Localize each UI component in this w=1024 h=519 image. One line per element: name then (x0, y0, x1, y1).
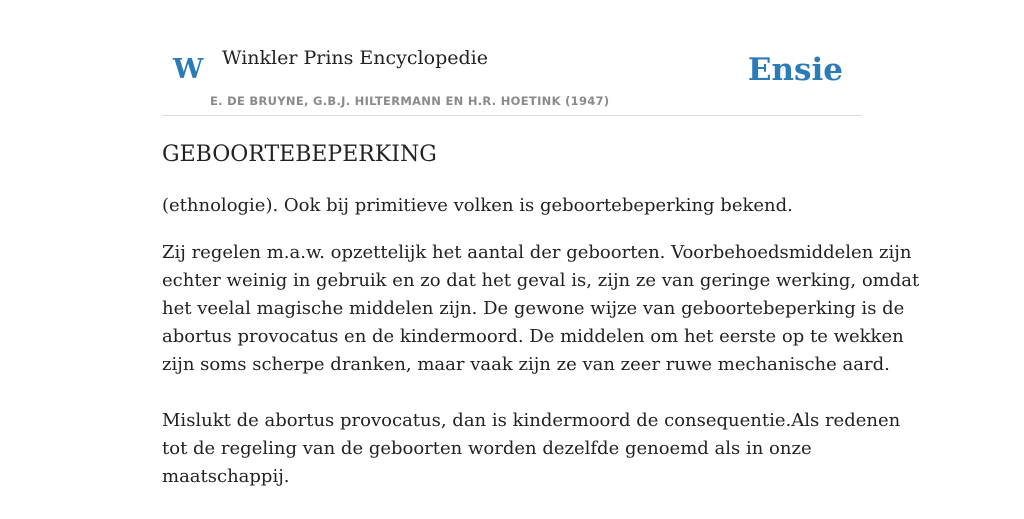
entry-title: GEBOORTEBEPERKING (162, 142, 437, 167)
source-logo-icon[interactable]: W (173, 54, 204, 85)
paragraph-line: maatschappij. (162, 466, 290, 487)
brand-logo[interactable]: Ensie (747, 52, 843, 88)
entry-lead: (ethnologie). Ook bij primitieve volken is geboortebeperking bekend. (162, 195, 793, 216)
paragraph-line: Zij regelen m.a.w. opzettelijk het aantal der geboorten. Voorbehoedsmiddelen zijn (162, 242, 912, 263)
entry-paragraph (162, 239, 920, 379)
paragraph-line: abortus provocatus en de kindermoord. De middelen om het eerste op te wekken (162, 326, 904, 347)
paragraph-line: zijn soms scherpe dranken, maar vaak zijn ze van zeer ruwe mechanische aard. (162, 354, 890, 375)
source-authors: E. DE BRUYNE, G.B.J. HILTERMANN EN H.R. HOETINK (1947) (210, 94, 610, 108)
paragraph-line: het veelal magische middelen zijn. De gewone wijze van geboortebeperking is de (162, 298, 905, 319)
entry-paragraph (162, 407, 901, 491)
source-header (162, 0, 862, 116)
paragraph-line: tot de regeling van de geboorten worden dezelfde genoemd als in onze (162, 438, 812, 459)
paragraph-line: echter weinig in gebruik en zo dat het geval is, zijn ze van geringe werking, omdat (162, 270, 920, 291)
paragraph-line: Mislukt de abortus provocatus, dan is kindermoord de consequentie.Als redenen (162, 410, 901, 431)
page (162, 0, 920, 487)
source-title[interactable]: Winkler Prins Encyclopedie (222, 47, 488, 69)
entry-body (162, 239, 920, 519)
